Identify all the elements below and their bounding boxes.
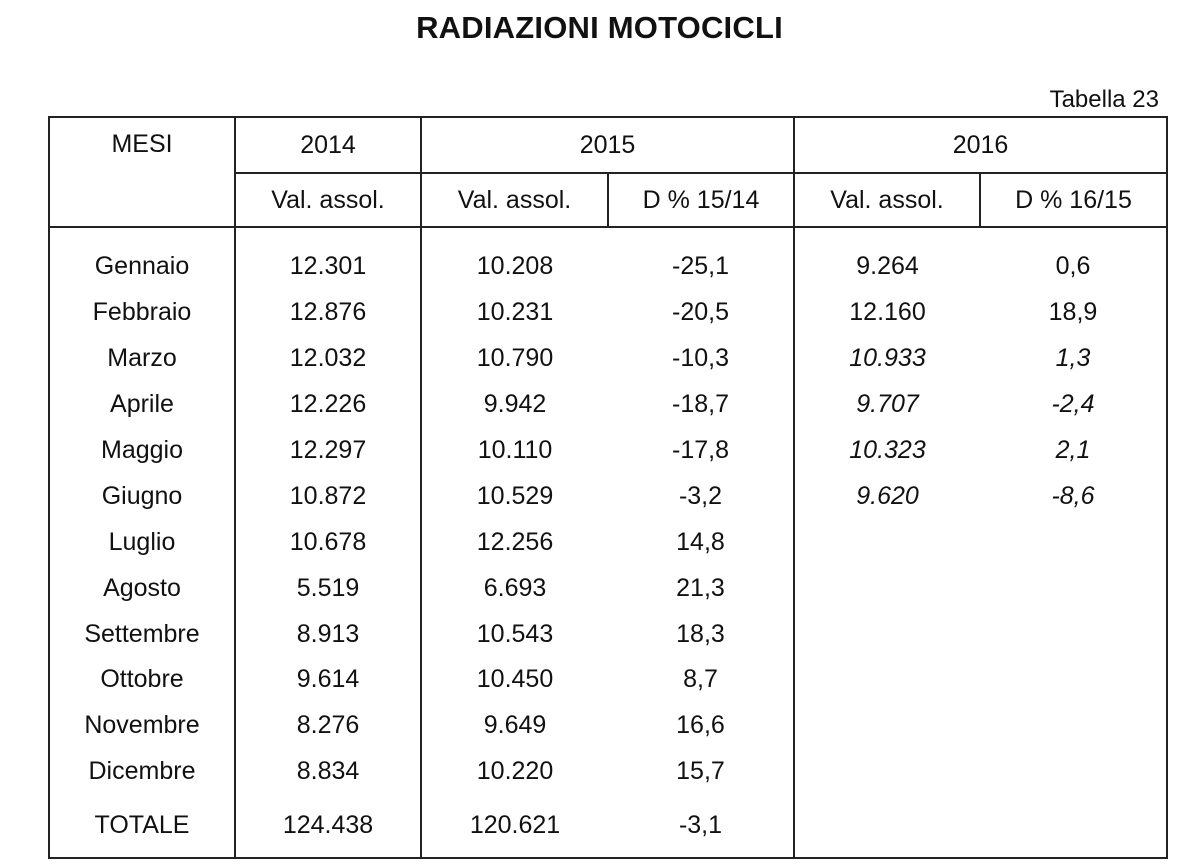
cell-d1514: -17,8 <box>608 428 794 474</box>
cell-2015: 10.543 <box>421 611 608 657</box>
cell-d1514: 8,7 <box>608 657 794 703</box>
cell-total-label: TOTALE <box>49 795 235 858</box>
cell-d1615: 0,6 <box>980 244 1167 290</box>
cell-mese: Ottobre <box>49 657 235 703</box>
cell-mese: Giugno <box>49 473 235 519</box>
cell-2014: 10.872 <box>235 473 421 519</box>
table-row <box>49 382 1167 428</box>
cell-2015: 6.693 <box>421 565 608 611</box>
cell-2014: 12.876 <box>235 290 421 336</box>
cell-total-d1514: -3,1 <box>608 795 794 858</box>
cell-2014: 8.834 <box>235 749 421 795</box>
cell-2015: 10.208 <box>421 244 608 290</box>
cell-2014: 8.913 <box>235 611 421 657</box>
cell-d1514: 18,3 <box>608 611 794 657</box>
cell-2016: 10.323 <box>794 428 980 474</box>
cell-total-d1615 <box>980 795 1167 858</box>
cell-d1615: -8,6 <box>980 473 1167 519</box>
header-2016: 2016 <box>794 117 1167 173</box>
cell-mese: Maggio <box>49 428 235 474</box>
table-row <box>49 611 1167 657</box>
cell-d1615 <box>980 611 1167 657</box>
cell-2016: 9.707 <box>794 382 980 428</box>
cell-2016 <box>794 519 980 565</box>
cell-2016 <box>794 657 980 703</box>
cell-d1615: 18,9 <box>980 290 1167 336</box>
cell-mese: Novembre <box>49 703 235 749</box>
cell-total-2014: 124.438 <box>235 795 421 858</box>
cell-d1514: -18,7 <box>608 382 794 428</box>
cell-mese: Agosto <box>49 565 235 611</box>
table-row <box>49 657 1167 703</box>
table-row <box>49 703 1167 749</box>
cell-2015: 9.649 <box>421 703 608 749</box>
header-d-16-15: D % 16/15 <box>980 173 1167 227</box>
cell-mese: Dicembre <box>49 749 235 795</box>
header-d-15-14: D % 15/14 <box>608 173 794 227</box>
cell-d1514: -20,5 <box>608 290 794 336</box>
data-table <box>48 116 1168 859</box>
cell-d1615 <box>980 519 1167 565</box>
cell-2015: 12.256 <box>421 519 608 565</box>
cell-2016 <box>794 703 980 749</box>
cell-2015: 10.529 <box>421 473 608 519</box>
cell-2014: 10.678 <box>235 519 421 565</box>
cell-2014: 8.276 <box>235 703 421 749</box>
table-row <box>49 428 1167 474</box>
cell-2014: 12.297 <box>235 428 421 474</box>
cell-d1514: -10,3 <box>608 336 794 382</box>
cell-2015: 9.942 <box>421 382 608 428</box>
cell-mese: Febbraio <box>49 290 235 336</box>
cell-d1615: 2,1 <box>980 428 1167 474</box>
table-row <box>49 565 1167 611</box>
cell-mese: Settembre <box>49 611 235 657</box>
cell-2016 <box>794 749 980 795</box>
cell-2015: 10.220 <box>421 749 608 795</box>
cell-d1615 <box>980 565 1167 611</box>
cell-2014: 12.032 <box>235 336 421 382</box>
table-row <box>49 244 1167 290</box>
cell-mese: Marzo <box>49 336 235 382</box>
cell-2015: 10.110 <box>421 428 608 474</box>
cell-2014: 9.614 <box>235 657 421 703</box>
table-row <box>49 749 1167 795</box>
table-row <box>49 290 1167 336</box>
cell-2016: 9.264 <box>794 244 980 290</box>
cell-2014: 12.301 <box>235 244 421 290</box>
cell-2015: 10.790 <box>421 336 608 382</box>
cell-2016 <box>794 611 980 657</box>
cell-2014: 5.519 <box>235 565 421 611</box>
header-2015-val-assol: Val. assol. <box>421 173 608 227</box>
cell-2015: 10.231 <box>421 290 608 336</box>
cell-2016: 12.160 <box>794 290 980 336</box>
cell-2016 <box>794 565 980 611</box>
table-row <box>49 519 1167 565</box>
cell-2015: 10.450 <box>421 657 608 703</box>
cell-d1514: -25,1 <box>608 244 794 290</box>
cell-mese: Luglio <box>49 519 235 565</box>
cell-d1514: 21,3 <box>608 565 794 611</box>
table-row <box>49 336 1167 382</box>
page-title: RADIAZIONI MOTOCICLI <box>416 10 783 45</box>
table-number-label: Tabella 23 <box>1049 86 1159 113</box>
cell-d1514: 14,8 <box>608 519 794 565</box>
header-mesi: MESI <box>49 117 235 227</box>
cell-total-2016 <box>794 795 980 858</box>
cell-d1514: -3,2 <box>608 473 794 519</box>
cell-2016: 9.620 <box>794 473 980 519</box>
header-2014-val-assol: Val. assol. <box>235 173 421 227</box>
total-row <box>49 795 1167 858</box>
cell-d1615: 1,3 <box>980 336 1167 382</box>
cell-total-2015: 120.621 <box>421 795 608 858</box>
cell-2016: 10.933 <box>794 336 980 382</box>
header-2015: 2015 <box>421 117 794 173</box>
header-2014: 2014 <box>235 117 421 173</box>
cell-d1514: 16,6 <box>608 703 794 749</box>
cell-d1615 <box>980 749 1167 795</box>
cell-d1615: -2,4 <box>980 382 1167 428</box>
cell-mese: Gennaio <box>49 244 235 290</box>
cell-d1615 <box>980 657 1167 703</box>
cell-2014: 12.226 <box>235 382 421 428</box>
cell-mese: Aprile <box>49 382 235 428</box>
cell-d1514: 15,7 <box>608 749 794 795</box>
cell-d1615 <box>980 703 1167 749</box>
header-2016-val-assol: Val. assol. <box>794 173 980 227</box>
table-row <box>49 473 1167 519</box>
